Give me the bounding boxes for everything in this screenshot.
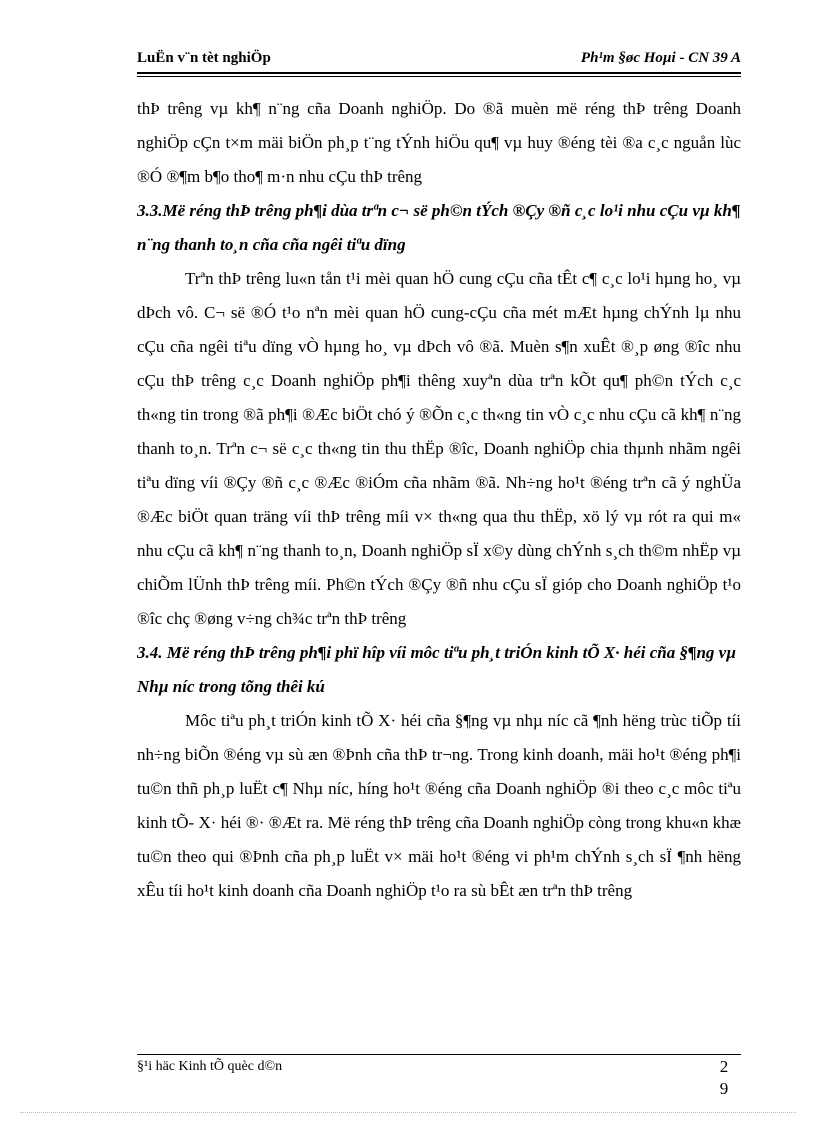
paragraph-continuation: thÞ trêng vµ kh¶ n¨ng cña Doanh nghiÖp. Do ®ã muèn më réng thÞ trêng Doanh nghiÖp cÇn t×m mäi biÖn ph¸p t¨ng tÝnh hiÖu qu¶ vµ huy ®éng tèi ®a c¸c nguån lùc ®Ó ®¶m b¶o tho¶ m·n nhu cÇu thÞ trêng (137, 99, 741, 186)
section-heading-3-3: 3.3.Më réng thÞ trêng ph¶i dùa trªn c¬ së ph©n tÝch ®Çy ®ñ c¸c lo¹i nhu cÇu vµ kh¶ n¨ng thanh to¸n cña cña ngêi tiªu dïng (137, 201, 741, 254)
paragraph-market-demand: Trªn thÞ trêng lu«n tån t¹i mèi quan hÖ cung cÇu cña tÊt c¶ c¸c lo¹i hµng ho¸ vµ dÞch vô. C¬ së ®Ó t¹o nªn mèi quan hÖ cung-cÇu cña mét mÆt hµng chÝnh lµ nhu cÇu cña ngêi tiªu dïng vÒ hµng ho¸ vµ dÞch vô ®ã. Muèn s¶n xuÊt ®¸p øng ®îc nhu cÇu thÞ trêng c¸c Doanh nghiÖp ph¶i thêng xuyªn dùa trªn kÕt qu¶ ph©n tÝch c¸c th«ng tin trong ®ã ph¶i ®Æc biÖt chó ý ®Õn c¸c th«ng tin vÒ c¸c nhu cÇu cã kh¶ n¨ng thanh to¸n. Trªn c¬ së c¸c th«ng tin thu thËp ®îc, Doanh nghiÖp chia thµnh nhãm ngêi tiªu dïng víi ®Çy ®ñ c¸c ®Æc ®iÓm cña nhãm ®ã. Nh÷ng ho¹t ®éng trªn cã ý nghÜa ®Æc biÖt quan träng víi thÞ trêng míi v× th«ng qua thu thËp, xö lý vµ rót ra qui m« nhu cÇu cã kh¶ n¨ng thanh to¸n, Doanh nghiÖp sÏ x©y dùng chÝnh s¸ch th©m nhËp vµ chiÕm lÜnh thÞ trêng míi. Ph©n tÝch ®Çy ®ñ nhu cÇu sÏ gióp cho Doanh nghiÖp t¹o ®îc chç ®øng v÷ng ch¾c trªn thÞ trêng (137, 269, 741, 628)
page-number-digit-1: 2 (719, 1057, 729, 1076)
header-author: Ph¹m §øc Hoµi - CN 39 A (580, 50, 741, 66)
page-break-dotted-line (20, 1112, 796, 1113)
paragraph-state-objectives: Môc tiªu ph¸t triÓn kinh tÕ X· héi cña §¶ng vµ nhµ níc cã ¶nh hëng trùc tiÕp tíi nh÷ng biÕn ®éng vµ sù æn ®Þnh cña thÞ tr¬ng. Trong kinh doanh, mäi ho¹t ®éng ph¶i tu©n thñ ph¸p luËt c¶ Nhµ níc, híng ho¹t ®éng cña Doanh nghiÖp ®i theo c¸c môc tiªu kinh tÕ- X· héi ®· ®Æt ra. Më réng thÞ trêng cña Doanh nghiÖp còng trong khu«n khæ tu©n theo qui ®Þnh cña ph¸p luËt v× mäi ho¹t ®éng vi ph¹m chÝnh s¸ch sÏ ¶nh hëng xÊu tíi ho¹t kinh doanh cña Doanh nghiÖp t¹o ra sù bÊt æn trªn thÞ trêng (137, 711, 741, 900)
page-body (137, 92, 741, 908)
page-number (716, 1056, 732, 1100)
page-number-digit-2: 9 (719, 1079, 729, 1098)
footer-university: §¹i häc Kinh tÕ quèc d©n (137, 1059, 283, 1074)
section-heading-3-4: 3.4. Më réng thÞ trêng ph¶i phï hîp víi môc tiªu ph¸t triÓn kinh tÕ X· héi cña §¶ng vµ Nhµ níc trong tõng thêi kú (137, 643, 737, 696)
footer-rule (137, 1054, 741, 1055)
header-rule (137, 72, 741, 74)
header-rule-thin (137, 76, 741, 77)
header-thesis-title: LuËn v¨n tèt nghiÖp (137, 50, 271, 66)
